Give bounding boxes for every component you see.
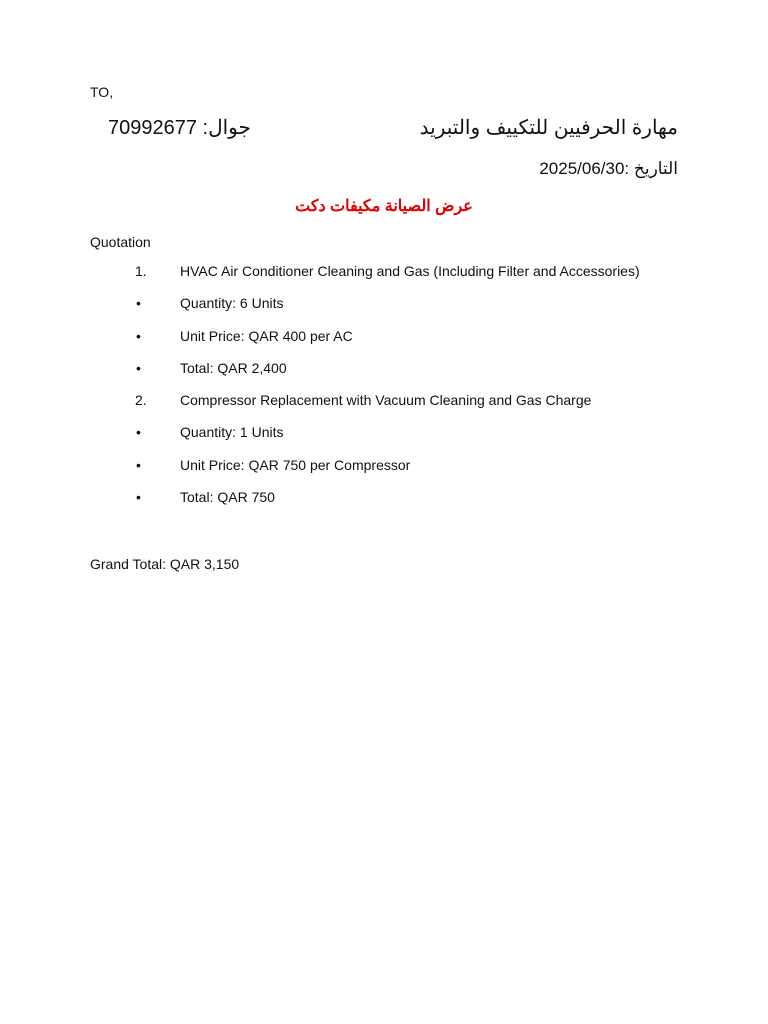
recipient-label: TO, (90, 84, 114, 100)
item-number: 1. (135, 263, 147, 279)
bullet-icon: • (136, 456, 141, 473)
bullet-icon: • (136, 359, 141, 376)
document-date: التاريخ :2025/06/30 (539, 159, 678, 178)
item-detail-row (90, 489, 690, 521)
bullet-icon: • (136, 424, 141, 441)
grand-total: Grand Total: QAR 3,150 (90, 556, 240, 572)
item-unit-price: Unit Price: QAR 750 per Compressor (180, 456, 411, 473)
phone-number: جوال: 70992677 (108, 117, 251, 139)
item-number: 2. (135, 392, 147, 409)
item-detail-row (90, 457, 690, 489)
company-name: مهارة الحرفيين للتكييف والتبريد (419, 117, 678, 139)
bullet-icon: • (136, 295, 141, 312)
item-title: HVAC Air Conditioner Cleaning and Gas (Including Filter and Accessories) (180, 263, 640, 279)
item-unit-price: Unit Price: QAR 400 per AC (180, 327, 353, 344)
item-quantity: Quantity: 1 Units (180, 424, 284, 441)
quotation-heading: عرض الصيانة مكيفات دكت (295, 198, 473, 215)
item-title-row (90, 392, 690, 424)
quotation-label: Quotation (90, 234, 151, 250)
bullet-icon: • (136, 327, 141, 344)
item-detail-row (90, 328, 690, 360)
quotation-items (90, 263, 690, 521)
item-total: Total: QAR 750 (180, 489, 275, 506)
item-detail-row (90, 295, 690, 327)
item-title-row (90, 263, 690, 295)
item-detail-row (90, 424, 690, 456)
item-total: Total: QAR 2,400 (180, 359, 287, 376)
item-title: Compressor Replacement with Vacuum Cleaning and Gas Charge (180, 392, 592, 409)
item-quantity: Quantity: 6 Units (180, 295, 284, 312)
item-detail-row (90, 360, 690, 392)
bullet-icon: • (136, 489, 141, 506)
